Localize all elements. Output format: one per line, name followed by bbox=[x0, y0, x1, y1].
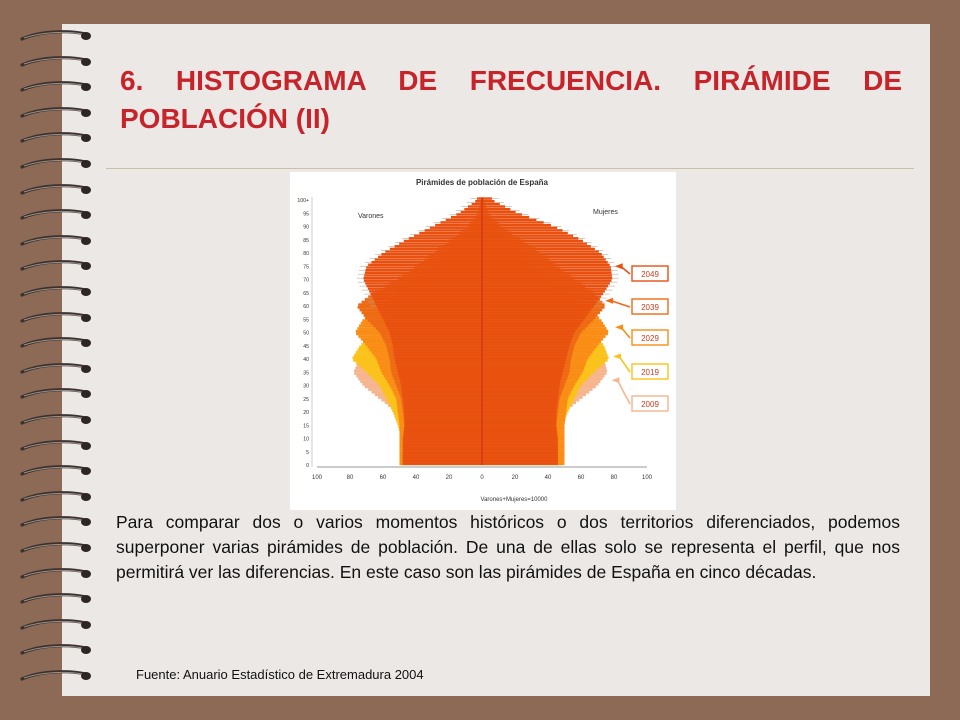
bar-male-2049 bbox=[368, 264, 482, 266]
bar-male-2049 bbox=[451, 216, 482, 218]
ring-binding-icon bbox=[20, 568, 92, 582]
bar-female-2049 bbox=[482, 287, 607, 289]
bar-female-2049 bbox=[482, 356, 566, 358]
legend-item-2009 bbox=[611, 377, 668, 411]
legend-arrowhead bbox=[615, 324, 623, 330]
bar-female-2049 bbox=[482, 428, 557, 430]
bar-male-2049 bbox=[414, 234, 482, 236]
bar-male-2049 bbox=[401, 386, 482, 388]
bar-female-2049 bbox=[482, 274, 612, 276]
bar-male-2049 bbox=[403, 457, 482, 459]
bar-female-2049 bbox=[482, 333, 574, 335]
bar-female-2049 bbox=[482, 298, 599, 300]
y-tick-label: 50 bbox=[303, 330, 309, 337]
body-paragraph: Para comparar dos o varios momentos históricos o dos territorios diferenciados, podemos superponer varias pirámides de población. De una de ellas solo se representa el perfil, que nos permitirá ver las diferencias. En este caso son las pirámides de España en cinco décadas. bbox=[116, 512, 900, 582]
legend-arrowhead bbox=[611, 377, 619, 383]
bar-male-2049 bbox=[404, 428, 482, 430]
bar-male-2049 bbox=[402, 393, 482, 395]
bar-male-2049 bbox=[377, 306, 482, 308]
bar-male-2049 bbox=[364, 280, 482, 282]
bar-female-2049 bbox=[482, 375, 562, 377]
y-tick-label: 10 bbox=[303, 436, 309, 443]
ring-binding-icon bbox=[20, 542, 92, 556]
bar-female-2049 bbox=[482, 248, 595, 250]
bar-male-2049 bbox=[409, 237, 482, 239]
y-tick-label: 25 bbox=[303, 396, 309, 403]
right-group-label: Mujeres bbox=[593, 209, 618, 216]
y-tick-label: 35 bbox=[303, 370, 309, 377]
bar-male-2049 bbox=[378, 309, 482, 311]
legend-arrowhead bbox=[613, 353, 621, 359]
ring-binding-icon bbox=[20, 337, 92, 351]
legend-item-2039 bbox=[605, 298, 668, 314]
bar-female-2049 bbox=[482, 452, 558, 454]
bar-female-2049 bbox=[482, 295, 601, 297]
bar-female-2049 bbox=[482, 372, 563, 374]
bar-female-2049 bbox=[482, 216, 529, 218]
bar-male-2049 bbox=[403, 462, 482, 464]
bar-female-2049 bbox=[482, 317, 585, 319]
bar-female-2049 bbox=[482, 393, 558, 395]
bar-male-2049 bbox=[440, 221, 482, 223]
bar-male-2049 bbox=[386, 325, 482, 327]
bar-male-2049 bbox=[391, 335, 482, 337]
bar-female-2049 bbox=[482, 253, 602, 255]
bar-male-2049 bbox=[373, 298, 482, 300]
ring-binding-icon bbox=[20, 235, 92, 249]
ring-binding-icon bbox=[20, 363, 92, 377]
bar-male-2049 bbox=[368, 287, 482, 289]
bar-female-2049 bbox=[482, 444, 558, 446]
y-tick-label: 80 bbox=[303, 251, 309, 257]
bar-female-2049 bbox=[482, 208, 510, 210]
bar-male-2049 bbox=[403, 444, 482, 446]
bar-female-2049 bbox=[482, 346, 569, 348]
ring-binding-icon bbox=[20, 440, 92, 454]
x-tick-label: 60 bbox=[379, 475, 387, 481]
bar-female-2049 bbox=[482, 367, 564, 369]
ring-binding-icon bbox=[20, 388, 92, 402]
bar-male-2049 bbox=[396, 364, 482, 366]
bar-female-2049 bbox=[482, 282, 610, 284]
bar-female-2049 bbox=[482, 272, 612, 274]
bar-female-2049 bbox=[482, 219, 536, 221]
bar-female-2049 bbox=[482, 407, 557, 409]
bar-male-2049 bbox=[370, 293, 482, 295]
bar-male-2049 bbox=[365, 282, 482, 284]
bar-female-2049 bbox=[482, 460, 558, 462]
bar-male-2049 bbox=[384, 319, 482, 321]
bar-male-2049 bbox=[404, 404, 482, 406]
legend-label: 2039 bbox=[641, 303, 659, 312]
bar-female-2049 bbox=[482, 436, 558, 438]
bar-male-2049 bbox=[403, 452, 482, 454]
bar-female-2049 bbox=[482, 431, 557, 433]
bar-female-2049 bbox=[482, 306, 593, 308]
bar-male-2049 bbox=[435, 224, 482, 226]
bar-female-2049 bbox=[482, 364, 565, 366]
bar-male-2049 bbox=[366, 269, 482, 271]
bar-male-2049 bbox=[399, 375, 482, 377]
bar-male-2049 bbox=[378, 256, 482, 258]
bar-female-2049 bbox=[482, 211, 516, 213]
bar-female-2049 bbox=[482, 335, 573, 337]
bar-female-2049 bbox=[482, 457, 558, 459]
bar-male-2049 bbox=[446, 219, 482, 221]
bar-female-2049 bbox=[482, 348, 568, 350]
x-tick-label: 40 bbox=[412, 475, 420, 481]
bar-female-2049 bbox=[482, 351, 568, 353]
ring-binding-icon bbox=[20, 132, 92, 146]
ring-binding-icon bbox=[20, 107, 92, 121]
ring-binding-icon bbox=[20, 312, 92, 326]
bar-male-2049 bbox=[390, 248, 482, 250]
bar-male-2049 bbox=[398, 370, 482, 372]
bar-female-2049 bbox=[482, 399, 558, 401]
bar-female-2049 bbox=[482, 401, 557, 403]
ring-binding-icon bbox=[20, 56, 92, 70]
bar-male-2049 bbox=[401, 383, 482, 385]
y-tick-label: 45 bbox=[303, 343, 309, 350]
bar-male-2049 bbox=[400, 380, 482, 382]
ring-binding-icon bbox=[20, 30, 92, 44]
bar-female-2049 bbox=[482, 359, 566, 361]
bar-female-2049 bbox=[482, 340, 571, 342]
bar-female-2049 bbox=[482, 362, 565, 364]
bar-female-2049 bbox=[482, 454, 558, 456]
bar-female-2049 bbox=[482, 433, 557, 435]
ring-binding-icon bbox=[20, 209, 92, 223]
legend-arrowhead bbox=[615, 263, 623, 269]
bar-female-2049 bbox=[482, 449, 558, 451]
bar-female-2049 bbox=[482, 370, 563, 372]
y-tick-label: 95 bbox=[303, 211, 309, 218]
bar-female-2049 bbox=[482, 229, 563, 231]
bar-male-2049 bbox=[403, 439, 482, 441]
bar-male-2049 bbox=[388, 327, 482, 329]
bar-male-2049 bbox=[404, 407, 482, 409]
y-tick-label: 15 bbox=[303, 423, 309, 430]
bar-male-2049 bbox=[464, 208, 482, 210]
bar-male-2049 bbox=[385, 250, 482, 252]
bar-male-2049 bbox=[475, 200, 482, 202]
legend-item-2049 bbox=[615, 263, 668, 281]
bar-female-2049 bbox=[482, 420, 556, 422]
bar-female-2049 bbox=[482, 264, 610, 266]
bar-female-2049 bbox=[482, 285, 608, 287]
bar-female-2049 bbox=[482, 343, 570, 345]
bar-female-2049 bbox=[482, 197, 492, 199]
ring-binding-icon bbox=[20, 465, 92, 479]
ring-binding-icon bbox=[20, 158, 92, 172]
bar-female-2049 bbox=[482, 338, 572, 340]
bar-male-2049 bbox=[395, 359, 482, 361]
left-group-label: Varones bbox=[358, 213, 384, 220]
y-tick-label: 55 bbox=[303, 317, 309, 324]
bar-male-2049 bbox=[389, 330, 482, 332]
bar-female-2049 bbox=[482, 314, 587, 316]
bar-male-2049 bbox=[403, 441, 482, 443]
bar-female-2049 bbox=[482, 234, 573, 236]
bar-male-2049 bbox=[393, 343, 482, 345]
bar-male-2049 bbox=[403, 446, 482, 448]
bar-male-2049 bbox=[404, 240, 482, 242]
bar-male-2049 bbox=[404, 431, 482, 433]
bar-female-2049 bbox=[482, 409, 556, 411]
bar-male-2049 bbox=[381, 253, 482, 255]
ring-binding-icon bbox=[20, 184, 92, 198]
bar-male-2049 bbox=[396, 362, 482, 364]
bar-female-2049 bbox=[482, 266, 611, 268]
bar-male-2049 bbox=[380, 311, 482, 313]
bar-female-2049 bbox=[482, 330, 575, 332]
bar-female-2049 bbox=[482, 412, 556, 414]
y-tick-label: 20 bbox=[303, 410, 309, 416]
ring-binding-icon bbox=[20, 644, 92, 658]
bar-male-2049 bbox=[397, 367, 482, 369]
bar-female-2049 bbox=[482, 311, 589, 313]
bar-male-2049 bbox=[382, 317, 482, 319]
ring-binding-icon bbox=[20, 670, 92, 684]
ring-binding-icon bbox=[20, 286, 92, 300]
y-tick-label: 60 bbox=[303, 304, 309, 310]
bar-male-2049 bbox=[403, 454, 482, 456]
bar-male-2049 bbox=[404, 415, 482, 417]
bar-male-2049 bbox=[371, 261, 482, 263]
bar-female-2049 bbox=[482, 261, 608, 263]
y-tick-label: 90 bbox=[303, 224, 309, 231]
bar-female-2049 bbox=[482, 227, 557, 229]
slide-title: 6. HISTOGRAMA DE FRECUENCIA. PIRÁMIDE DE bbox=[120, 65, 902, 96]
x-axis-label: Varones+Mujeres=10000 bbox=[480, 497, 548, 503]
bar-female-2049 bbox=[482, 242, 587, 244]
legend-label: 2009 bbox=[641, 400, 659, 409]
ring-binding-icon bbox=[20, 414, 92, 428]
y-tick-label: 70 bbox=[303, 277, 309, 284]
bar-female-2049 bbox=[482, 290, 605, 292]
bar-female-2049 bbox=[482, 319, 583, 321]
legend-arrow bbox=[611, 301, 630, 307]
bar-male-2049 bbox=[403, 396, 482, 398]
bar-male-2049 bbox=[419, 232, 482, 234]
bar-male-2049 bbox=[404, 412, 482, 414]
x-tick-label: 20 bbox=[445, 475, 453, 481]
slide-title-line2: POBLACIÓN (II) bbox=[120, 103, 330, 134]
chart-title: Pirámides de población de España bbox=[415, 178, 549, 187]
ring-binding-icon bbox=[20, 619, 92, 633]
bar-female-2049 bbox=[482, 221, 544, 223]
bar-female-2049 bbox=[482, 269, 611, 271]
bar-male-2049 bbox=[403, 433, 482, 435]
bar-male-2049 bbox=[400, 378, 483, 380]
bar-male-2049 bbox=[402, 388, 482, 390]
bar-male-2049 bbox=[404, 420, 482, 422]
bar-female-2049 bbox=[482, 303, 595, 305]
bar-female-2049 bbox=[482, 293, 603, 295]
y-tick-label: 5 bbox=[306, 449, 309, 456]
bar-female-2049 bbox=[482, 205, 505, 207]
bar-female-2049 bbox=[482, 462, 558, 464]
bar-female-2049 bbox=[482, 240, 583, 242]
ring-binding-icon bbox=[20, 593, 92, 607]
bar-female-2049 bbox=[482, 425, 556, 427]
bar-male-2049 bbox=[394, 351, 482, 353]
y-tick-label: 65 bbox=[303, 290, 309, 297]
bar-male-2049 bbox=[403, 436, 482, 438]
bar-male-2049 bbox=[364, 277, 482, 279]
bar-male-2049 bbox=[403, 401, 482, 403]
bar-female-2049 bbox=[482, 280, 612, 282]
bar-male-2049 bbox=[403, 399, 482, 401]
population-pyramid-chart bbox=[290, 172, 676, 510]
bar-male-2049 bbox=[393, 346, 482, 348]
bar-male-2049 bbox=[468, 205, 482, 207]
bar-male-2049 bbox=[403, 460, 482, 462]
bar-male-2049 bbox=[404, 423, 482, 425]
bar-male-2049 bbox=[402, 391, 482, 393]
bar-female-2049 bbox=[482, 200, 495, 202]
bar-female-2049 bbox=[482, 415, 556, 417]
bar-male-2049 bbox=[456, 213, 482, 215]
ring-binding-icon bbox=[20, 260, 92, 274]
bar-male-2049 bbox=[394, 354, 482, 356]
x-tick-label: 0 bbox=[480, 475, 484, 481]
bar-female-2049 bbox=[482, 378, 561, 380]
bar-female-2049 bbox=[482, 245, 591, 247]
bar-male-2049 bbox=[367, 285, 483, 287]
bar-male-2049 bbox=[394, 356, 482, 358]
x-tick-label: 100 bbox=[311, 475, 323, 481]
bar-male-2049 bbox=[365, 272, 482, 274]
bar-male-2049 bbox=[369, 290, 482, 292]
y-tick-label: 40 bbox=[303, 357, 309, 363]
bar-male-2049 bbox=[404, 425, 482, 427]
bar-female-2049 bbox=[482, 396, 558, 398]
x-tick-label: 40 bbox=[544, 475, 552, 481]
bar-male-2049 bbox=[385, 322, 482, 324]
source-note: Fuente: Anuario Estadístico de Extremadura 2004 bbox=[136, 667, 424, 682]
legend-label: 2019 bbox=[641, 368, 659, 377]
y-tick-label: 85 bbox=[303, 237, 309, 244]
x-tick-label: 60 bbox=[577, 475, 585, 481]
ring-binding-icon bbox=[20, 516, 92, 530]
bar-male-2049 bbox=[376, 303, 482, 305]
bar-female-2049 bbox=[482, 423, 556, 425]
bar-male-2049 bbox=[477, 197, 482, 199]
bar-female-2049 bbox=[482, 256, 604, 258]
bar-female-2049 bbox=[482, 417, 556, 419]
bar-female-2049 bbox=[482, 203, 500, 205]
bar-female-2049 bbox=[482, 322, 581, 324]
x-tick-label: 80 bbox=[610, 475, 618, 481]
y-tick-label: 0 bbox=[306, 463, 309, 469]
bar-male-2049 bbox=[364, 274, 482, 276]
bar-male-2049 bbox=[381, 314, 482, 316]
bar-female-2049 bbox=[482, 446, 558, 448]
x-tick-label: 20 bbox=[511, 475, 519, 481]
legend-label: 2049 bbox=[641, 270, 659, 279]
bar-male-2049 bbox=[372, 295, 482, 297]
legend-label: 2029 bbox=[641, 334, 659, 343]
bar-male-2049 bbox=[472, 203, 482, 205]
bar-female-2049 bbox=[482, 327, 577, 329]
bar-male-2049 bbox=[375, 258, 482, 260]
x-tick-label: 100 bbox=[641, 475, 653, 481]
bar-male-2049 bbox=[393, 348, 482, 350]
bar-female-2049 bbox=[482, 391, 559, 393]
legend-item-2019 bbox=[613, 353, 668, 379]
bar-female-2049 bbox=[482, 301, 597, 303]
bar-female-2049 bbox=[482, 309, 591, 311]
bar-female-2049 bbox=[482, 258, 606, 260]
bar-female-2049 bbox=[482, 250, 599, 252]
bar-female-2049 bbox=[482, 325, 579, 327]
bar-female-2049 bbox=[482, 232, 568, 234]
ring-binding-icon bbox=[20, 491, 92, 505]
bar-male-2049 bbox=[366, 266, 482, 268]
bar-male-2049 bbox=[374, 301, 482, 303]
bar-male-2049 bbox=[461, 211, 482, 213]
bar-female-2049 bbox=[482, 237, 578, 239]
bar-female-2049 bbox=[482, 213, 522, 215]
bar-female-2049 bbox=[482, 439, 558, 441]
y-tick-label: 75 bbox=[303, 264, 309, 271]
x-tick-label: 80 bbox=[346, 475, 354, 481]
bar-male-2049 bbox=[399, 242, 482, 244]
y-tick-label: 30 bbox=[303, 383, 309, 390]
bar-female-2049 bbox=[482, 380, 561, 382]
bar-female-2049 bbox=[482, 277, 612, 279]
bar-female-2049 bbox=[482, 441, 558, 443]
legend-arrow bbox=[617, 380, 630, 404]
bar-female-2049 bbox=[482, 386, 559, 388]
y-tick-label: 100+ bbox=[297, 198, 309, 204]
legend-item-2029 bbox=[615, 324, 668, 345]
bar-male-2049 bbox=[404, 409, 482, 411]
bar-male-2049 bbox=[425, 229, 482, 231]
legend-arrowhead bbox=[605, 298, 613, 304]
pyramid-svg bbox=[290, 172, 676, 510]
bar-male-2049 bbox=[391, 338, 482, 340]
bar-male-2049 bbox=[430, 227, 482, 229]
bar-female-2049 bbox=[482, 383, 560, 385]
bar-male-2049 bbox=[403, 449, 482, 451]
bar-male-2049 bbox=[395, 245, 482, 247]
bar-male-2049 bbox=[392, 340, 482, 342]
bar-male-2049 bbox=[404, 417, 482, 419]
bar-male-2049 bbox=[398, 372, 482, 374]
bar-female-2049 bbox=[482, 224, 551, 226]
ring-binding-icon bbox=[20, 81, 92, 95]
title-divider bbox=[106, 168, 914, 169]
bar-female-2049 bbox=[482, 388, 559, 390]
bar-male-2049 bbox=[390, 333, 482, 335]
bar-female-2049 bbox=[482, 404, 557, 406]
bar-female-2049 bbox=[482, 354, 567, 356]
